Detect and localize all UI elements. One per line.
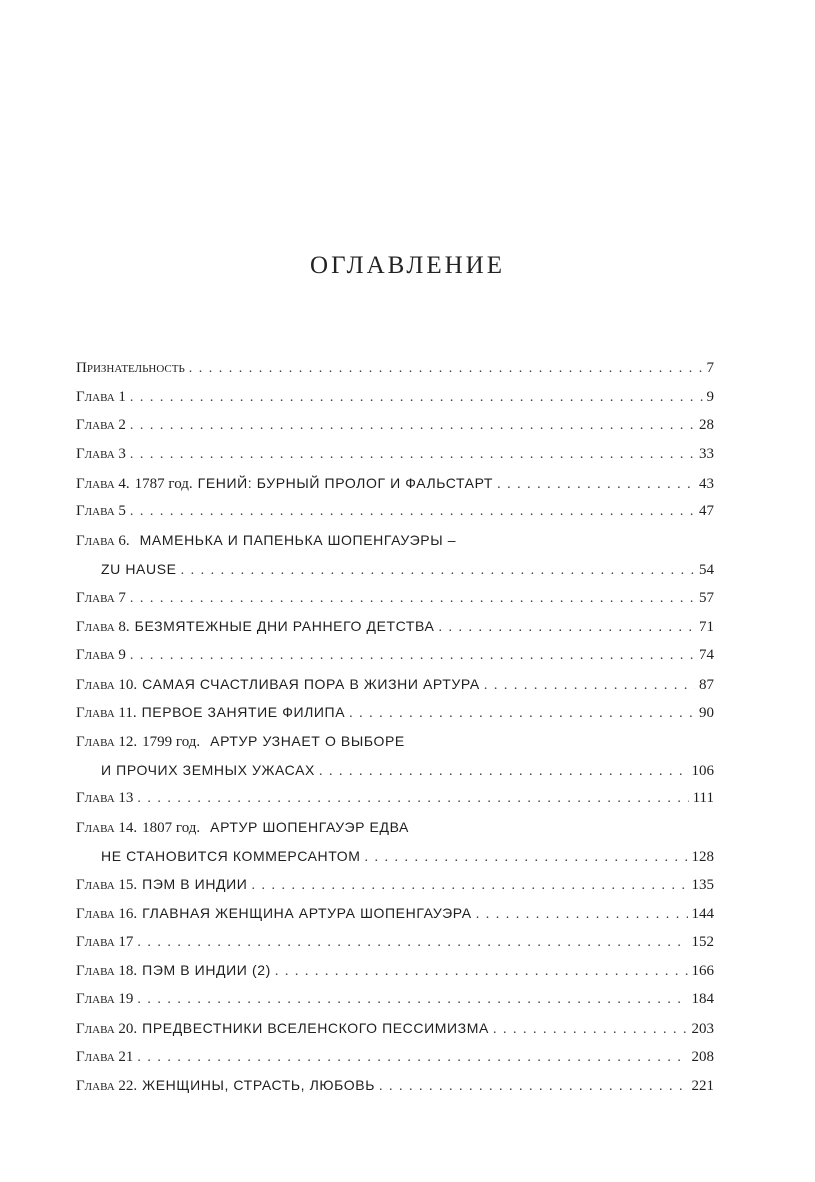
toc-entry-line — [101, 756, 714, 785]
dot-leader — [493, 1016, 688, 1045]
toc-entry — [76, 354, 714, 383]
chapter-year: 1787 год. — [134, 475, 193, 492]
dot-leader — [137, 785, 688, 814]
page-number: 106 — [691, 762, 714, 779]
toc-entry — [76, 1071, 714, 1100]
page-number: 9 — [706, 388, 714, 405]
page-number: 208 — [691, 1048, 714, 1065]
dot-leader — [275, 958, 688, 987]
dot-leader — [476, 901, 688, 930]
toc-entry-line — [76, 383, 714, 412]
toc-entry-line — [76, 440, 714, 469]
toc-entry-line — [76, 641, 714, 670]
chapter-label: Глава 18. — [76, 963, 138, 980]
toc-entry-first-line — [76, 526, 456, 555]
chapter-title-continued: ZU HAUSE — [101, 560, 177, 577]
dot-leader — [319, 758, 688, 787]
toc-entry-line — [76, 354, 714, 383]
toc-entry — [76, 870, 714, 899]
chapter-label: Глава 13 — [76, 790, 134, 807]
page-number: 184 — [691, 991, 714, 1008]
toc-entry — [76, 1014, 714, 1043]
toc-entry-line — [76, 928, 714, 957]
chapter-label: Глава 15. — [76, 877, 138, 894]
toc-entry — [76, 956, 714, 985]
chapter-title: ГЛАВНАЯ ЖЕНЩИНА АРТУРА ШОПЕНГАУЭРА — [142, 905, 472, 922]
toc-entry — [76, 899, 714, 928]
toc-entry — [76, 727, 714, 784]
toc-entry — [76, 469, 714, 498]
chapter-label: Глава 7 — [76, 589, 126, 606]
dot-leader — [251, 872, 687, 901]
page-number: 57 — [699, 589, 714, 606]
toc-entry-line — [76, 1014, 714, 1043]
toc-entry-line — [76, 899, 714, 928]
page-number: 144 — [691, 906, 714, 923]
toc-entry — [76, 584, 714, 613]
dot-leader — [137, 929, 687, 958]
toc-entry — [76, 1043, 714, 1072]
chapter-label: Глава 1 — [76, 388, 126, 405]
toc-entry — [76, 928, 714, 957]
toc-entry — [76, 985, 714, 1014]
chapter-label: Глава 21 — [76, 1048, 134, 1065]
chapter-title: ГЕНИЙ: БУРНЫЙ ПРОЛОГ И ФАЛЬСТАРТ — [197, 474, 494, 491]
toc-entry-line — [101, 842, 714, 871]
page-number: 43 — [699, 475, 714, 492]
chapter-year: 1807 год. — [142, 820, 201, 837]
dot-leader — [130, 642, 695, 671]
dot-leader — [438, 614, 695, 643]
toc-entry-line — [76, 497, 714, 526]
dot-leader — [484, 672, 695, 701]
toc-entry-first-line — [76, 727, 405, 756]
page-number: 135 — [691, 877, 714, 894]
toc-entry-line — [76, 670, 714, 699]
chapter-label: Глава 14. — [76, 820, 138, 837]
toc-entry-line — [76, 956, 714, 985]
chapter-title: БЕЗМЯТЕЖНЫЕ ДНИ РАННЕГО ДЕТСТВА — [134, 618, 435, 635]
page-title: ОГЛАВЛЕНИЕ — [310, 252, 505, 279]
toc-entry-line — [76, 698, 714, 727]
chapter-label: Глава 17 — [76, 933, 134, 950]
page-number: 203 — [691, 1020, 714, 1037]
chapter-label: Глава 20. — [76, 1020, 138, 1037]
page-number: 7 — [706, 360, 714, 376]
page-number: 90 — [699, 705, 714, 722]
page-number: 111 — [692, 790, 714, 807]
dot-leader — [130, 585, 695, 614]
chapter-label: Глава 8. — [76, 619, 130, 636]
chapter-label: Глава 4. — [76, 475, 130, 492]
dot-leader — [130, 498, 695, 527]
dot-leader — [130, 384, 703, 413]
chapter-label: Глава 3 — [76, 446, 126, 463]
dot-leader — [130, 412, 695, 441]
dot-leader — [379, 1073, 688, 1102]
chapter-title: МАМЕНЬКА И ПАПЕНЬКА ШОПЕНГАУЭРЫ – — [139, 532, 457, 549]
toc-entry-line — [76, 612, 714, 641]
page-number: 74 — [699, 646, 714, 663]
toc-entry — [76, 641, 714, 670]
toc-entry — [76, 784, 714, 813]
page-number: 54 — [699, 561, 714, 578]
dot-leader — [365, 844, 688, 873]
chapter-title-continued: НЕ СТАНОВИТСЯ КОММЕРСАНТОМ — [101, 847, 361, 864]
page-number: 47 — [699, 503, 714, 520]
chapter-year: 1799 год. — [142, 733, 201, 750]
page-number: 152 — [691, 933, 714, 950]
toc-entry-line — [76, 469, 714, 498]
chapter-title: ЖЕНЩИНЫ, СТРАСТЬ, ЛЮБОВЬ — [142, 1077, 375, 1094]
toc-entry — [76, 670, 714, 699]
toc-entry-line — [76, 1043, 714, 1072]
toc-entry-line — [101, 555, 714, 584]
chapter-label: Глава 12. — [76, 733, 138, 750]
toc-entry-first-line — [76, 813, 409, 842]
toc-entry — [76, 526, 714, 583]
table-of-contents — [76, 354, 714, 1100]
toc-entry-line — [76, 985, 714, 1014]
toc-entry — [76, 612, 714, 641]
chapter-label: Глава 22. — [76, 1078, 138, 1095]
chapter-label: Глава 10. — [76, 676, 138, 693]
chapter-label: Глава 5 — [76, 503, 126, 520]
toc-entry — [76, 411, 714, 440]
dot-leader — [130, 441, 695, 470]
chapter-label: Глава 9 — [76, 646, 126, 663]
toc-entry-line — [76, 411, 714, 440]
dot-leader — [137, 986, 687, 1015]
page-number: 33 — [699, 446, 714, 463]
chapter-title: ПЭМ В ИНДИИ (2) — [142, 962, 271, 979]
dot-leader — [349, 700, 695, 729]
chapter-label: Глава 19 — [76, 991, 134, 1008]
toc-entry-line — [76, 870, 714, 899]
page-number: 128 — [691, 848, 714, 865]
chapter-title: ПЕРВОЕ ЗАНЯТИЕ ФИЛИПА — [141, 704, 346, 721]
dot-leader — [181, 557, 695, 586]
chapter-title: ПРЕДВЕСТНИКИ ВСЕЛЕНСКОГО ПЕССИМИЗМА — [142, 1019, 489, 1036]
chapter-title: АРТУР УЗНАЕТ О ВЫБОРЕ — [210, 732, 405, 749]
toc-entry-line — [76, 1071, 714, 1100]
dot-leader — [497, 471, 695, 500]
page-number: 87 — [699, 676, 714, 693]
page-number: 71 — [699, 619, 714, 636]
toc-entry — [76, 383, 714, 412]
toc-entry — [76, 813, 714, 870]
chapter-title: ПЭМ В ИНДИИ — [142, 876, 248, 893]
chapter-label: Глава 16. — [76, 906, 138, 923]
page-number: 28 — [699, 417, 714, 434]
page-number: 221 — [691, 1078, 714, 1095]
chapter-title-continued: И ПРОЧИХ ЗЕМНЫХ УЖАСАХ — [101, 761, 315, 778]
toc-entry — [76, 698, 714, 727]
toc-entry-line — [76, 584, 714, 613]
chapter-label: Признательность — [76, 360, 185, 376]
dot-leader — [137, 1044, 687, 1073]
toc-entry-line — [76, 784, 714, 813]
chapter-label: Глава 6. — [76, 533, 130, 550]
toc-entry — [76, 440, 714, 469]
toc-entry — [76, 497, 714, 526]
chapter-label: Глава 11. — [76, 705, 137, 722]
chapter-title: САМАЯ СЧАСТЛИВАЯ ПОРА В ЖИЗНИ АРТУРА — [142, 675, 480, 692]
chapter-label: Глава 2 — [76, 417, 126, 434]
dot-leader — [189, 355, 703, 384]
chapter-title: АРТУР ШОПЕНГАУЭР ЕДВА — [210, 819, 409, 836]
page-number: 166 — [691, 963, 714, 980]
